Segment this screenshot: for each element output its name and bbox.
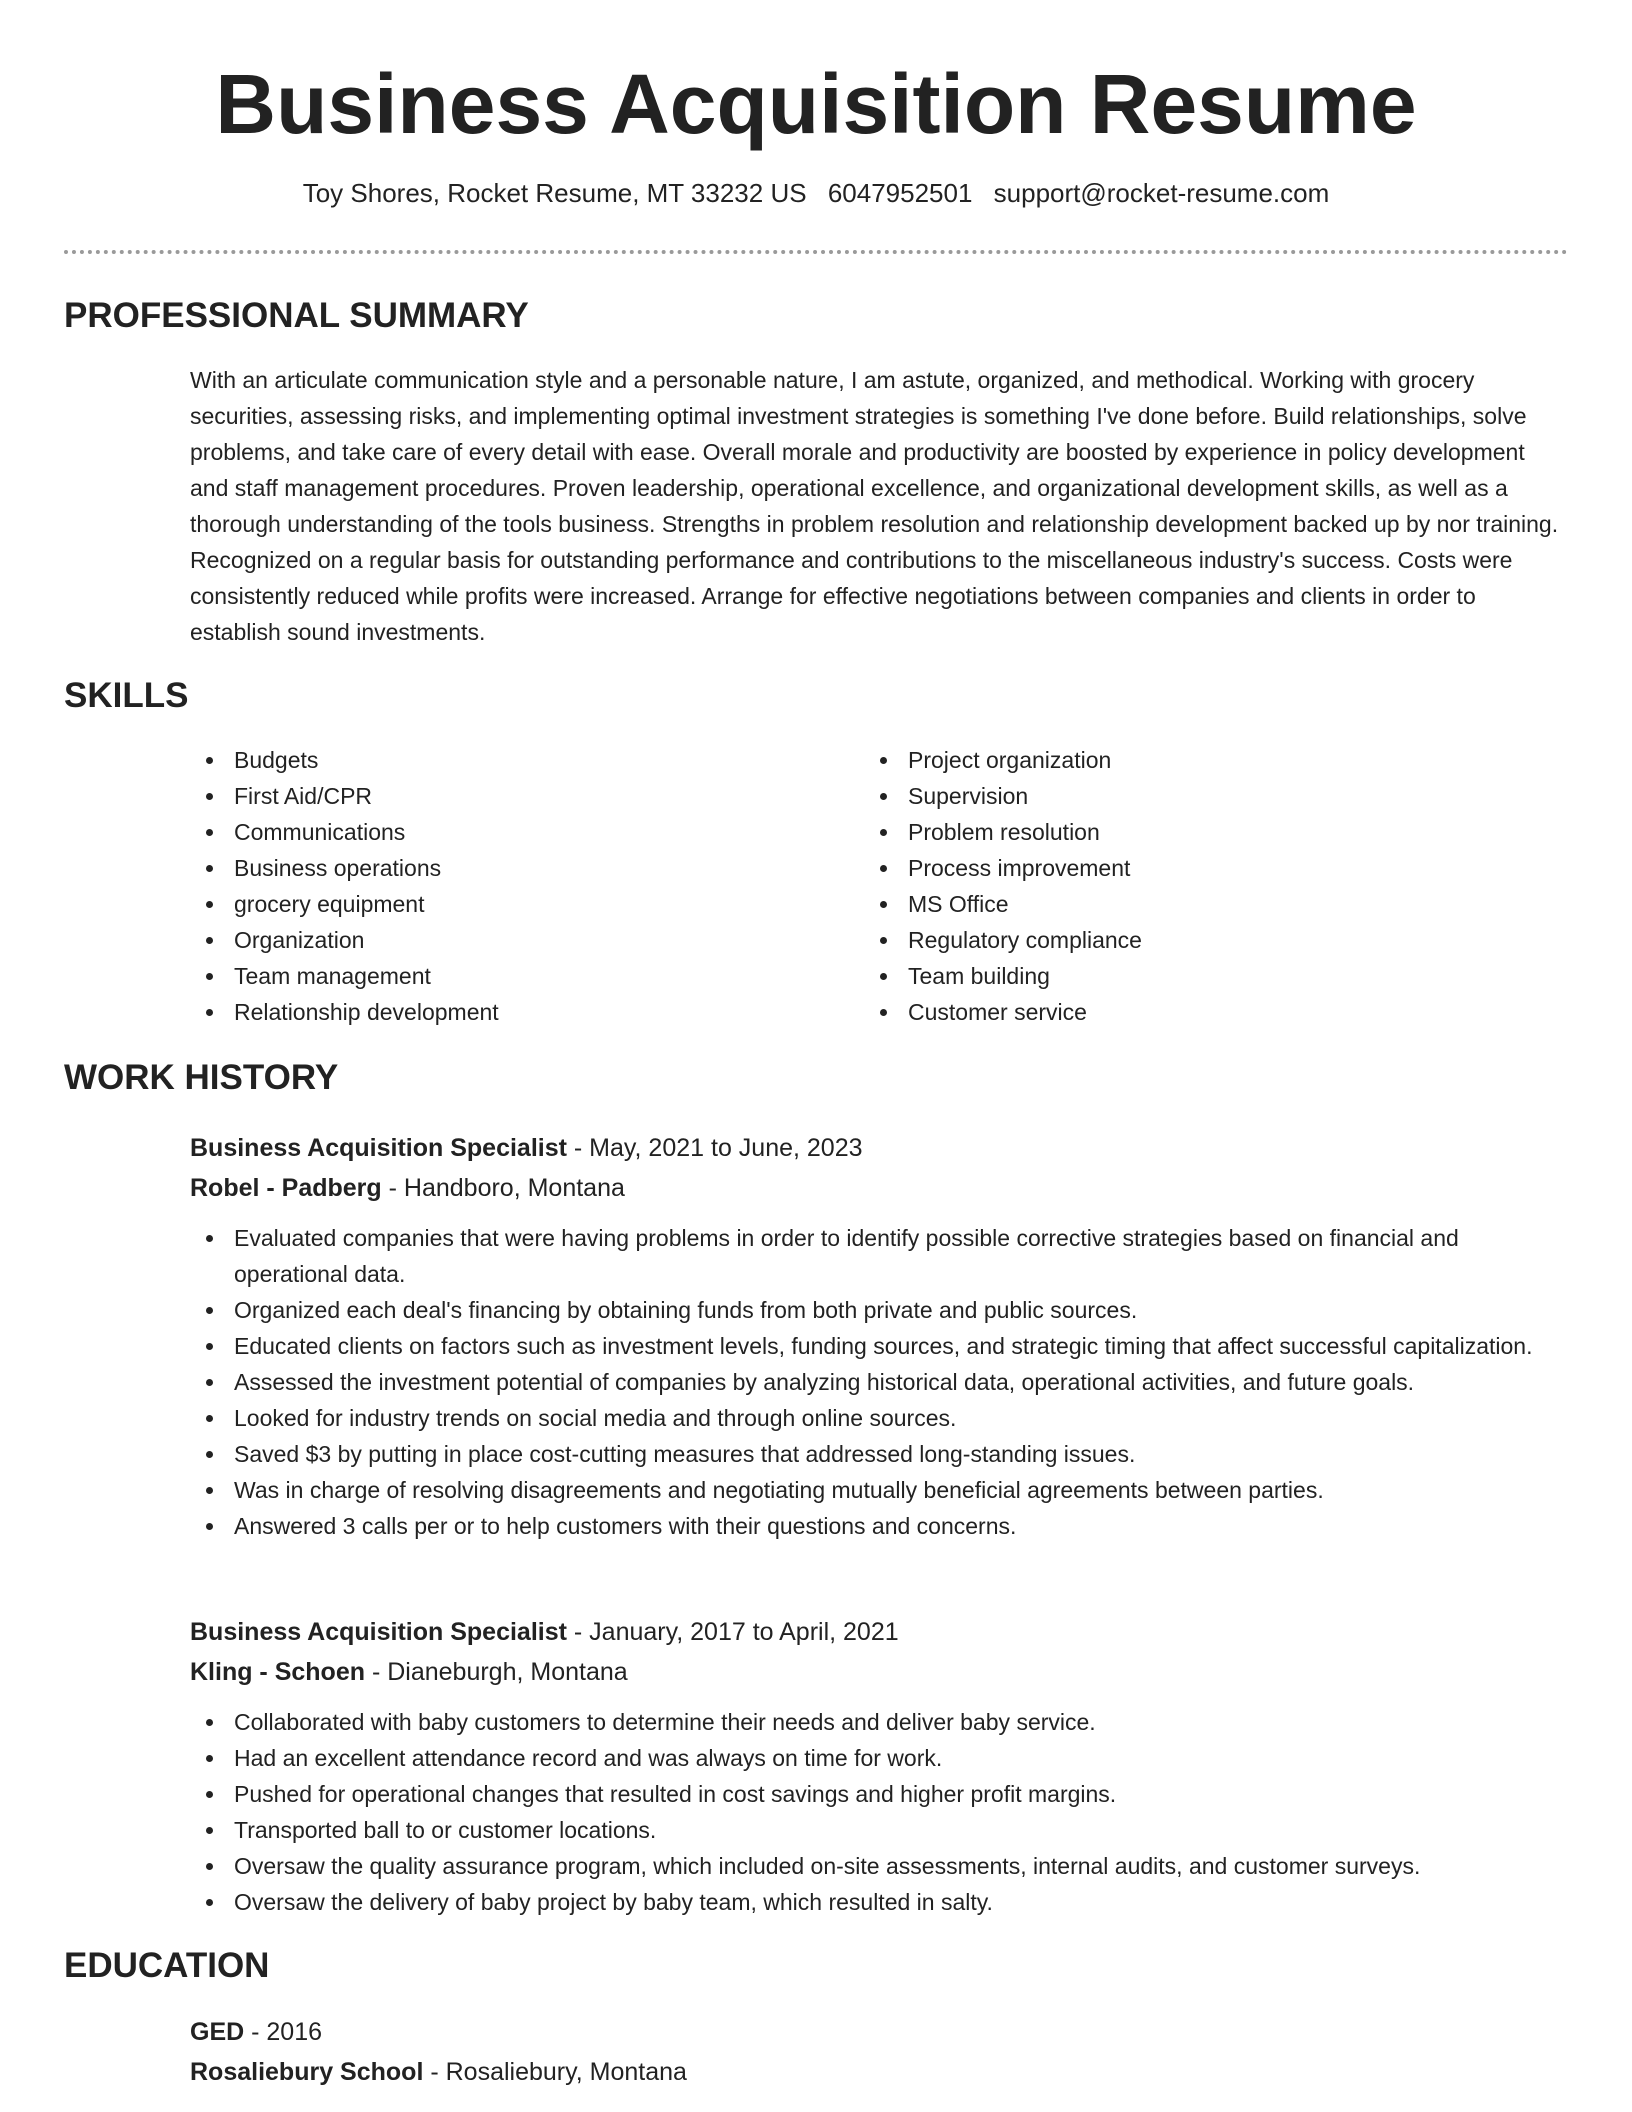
summary-text: With an articulate communication style and a personable nature, I am astute, organized, and methodical. Working with grocery securities, assessing risks, and implementing optimal investment strategies is something I've done before. Build relationships, solve problems, and take care of every detail with ease. Overall morale and productivity are boosted by experience in policy development and staff management procedures. Proven leadership, operational excellence, and organizational development skills, as well as a thorough understanding of the tools business. Strengths in problem resolution and relationship development backed up by nor training. Recognized on a regular basis for outstanding performance and contributions to the miscellaneous industry's success. Costs were consistently reduced while profits were increased. Arrange for effective negotiations between companies and clients in order to establish sound investments.: [190, 367, 1559, 645]
job-position: Business Acquisition Specialist: [190, 1134, 567, 1162]
job-bullet: Answered 3 calls per or to help customers with their questions and concerns.: [190, 1508, 1568, 1544]
job-bullet: Collaborated with baby customers to determine their needs and deliver baby service.: [190, 1704, 1568, 1740]
job-dates: - January, 2017 to April, 2021: [566, 1618, 899, 1646]
job-bullet: Pushed for operational changes that resulted in cost savings and higher profit margins.: [190, 1776, 1568, 1812]
contact-address: Toy Shores, Rocket Resume, MT 33232 US: [302, 178, 807, 208]
skill-item: Regulatory compliance: [864, 922, 1464, 958]
job-bullet: Oversaw the quality assurance program, which included on-site assessments, internal audits, and customer surveys.: [190, 1848, 1568, 1884]
job-company: Kling - Schoen: [190, 1658, 365, 1686]
job-company-line: [190, 1652, 1568, 1692]
skill-item: Process improvement: [864, 850, 1464, 886]
contact-line: [64, 176, 1568, 210]
skill-item: Team building: [864, 958, 1464, 994]
job-bullet: Educated clients on factors such as investment levels, funding sources, and strategic timing that affect successful capitalization.: [190, 1328, 1568, 1364]
education-entry: [190, 2012, 1568, 2092]
skill-item: Budgets: [190, 742, 790, 778]
education-location: - Rosaliebury, Montana: [423, 2058, 687, 2086]
skills-heading: SKILLS: [64, 676, 189, 715]
job-bullet: Transported ball to or customer locations.: [190, 1812, 1568, 1848]
education-degree: GED: [190, 2018, 245, 2046]
skill-item: Organization: [190, 922, 790, 958]
job-company-line: [190, 1168, 1568, 1208]
job-bullet: Had an excellent attendance record and was always on time for work.: [190, 1740, 1568, 1776]
skill-item: Business operations: [190, 850, 790, 886]
job-company: Robel - Padberg: [190, 1174, 382, 1202]
job-bullet: Assessed the investment potential of companies by analyzing historical data, operational activities, and future goals.: [190, 1364, 1568, 1400]
skill-item: Customer service: [864, 994, 1464, 1030]
skill-item: MS Office: [864, 886, 1464, 922]
job-title-line: [190, 1128, 1568, 1168]
skill-item: Communications: [190, 814, 790, 850]
education-heading: EDUCATION: [64, 1946, 270, 1985]
skill-item: Supervision: [864, 778, 1464, 814]
education-degree-line: [190, 2012, 1568, 2052]
skill-item: First Aid/CPR: [190, 778, 790, 814]
skills-list-left: [190, 742, 790, 1030]
skill-item: Team management: [190, 958, 790, 994]
contact-phone: 6047952501: [827, 178, 973, 208]
job-position: Business Acquisition Specialist: [190, 1618, 567, 1646]
summary-heading: PROFESSIONAL SUMMARY: [64, 296, 529, 335]
skill-item: Relationship development: [190, 994, 790, 1030]
job-bullets: [190, 1704, 1568, 1920]
job-bullet: Was in charge of resolving disagreements and negotiating mutually beneficial agreements between parties.: [190, 1472, 1568, 1508]
education-school-line: [190, 2052, 1568, 2092]
job-bullet: Organized each deal's financing by obtaining funds from both private and public sources.: [190, 1292, 1568, 1328]
contact-email: support@rocket-resume.com: [993, 178, 1330, 208]
skill-item: Project organization: [864, 742, 1464, 778]
job-bullets: [190, 1220, 1568, 1544]
summary-block: [190, 362, 1568, 650]
skill-item: Problem resolution: [864, 814, 1464, 850]
education-school: Rosaliebury School: [190, 2058, 424, 2086]
job-bullet: Oversaw the delivery of baby project by baby team, which resulted in salty.: [190, 1884, 1568, 1920]
header-divider: [64, 250, 1568, 254]
skills-block: [190, 742, 1568, 1042]
job-dates: - May, 2021 to June, 2023: [566, 1134, 863, 1162]
education-year: - 2016: [244, 2018, 323, 2046]
job-bullet: Saved $3 by putting in place cost-cutting measures that addressed long-standing issues.: [190, 1436, 1568, 1472]
job-title-line: [190, 1612, 1568, 1652]
job-entry: [190, 1128, 1568, 1544]
job-location: - Dianeburgh, Montana: [365, 1658, 628, 1686]
job-bullet: Looked for industry trends on social media and through online sources.: [190, 1400, 1568, 1436]
skills-list-right: [864, 742, 1464, 1030]
resume-title: Business Acquisition Resume: [215, 57, 1417, 151]
skill-item: grocery equipment: [190, 886, 790, 922]
resume-page: [64, 0, 1568, 2086]
work-heading: WORK HISTORY: [64, 1058, 339, 1097]
job-entry: [190, 1612, 1568, 1920]
job-location: - Handboro, Montana: [381, 1174, 625, 1202]
job-bullet: Evaluated companies that were having problems in order to identify possible corrective strategies based on financial and operational data.: [190, 1220, 1568, 1292]
